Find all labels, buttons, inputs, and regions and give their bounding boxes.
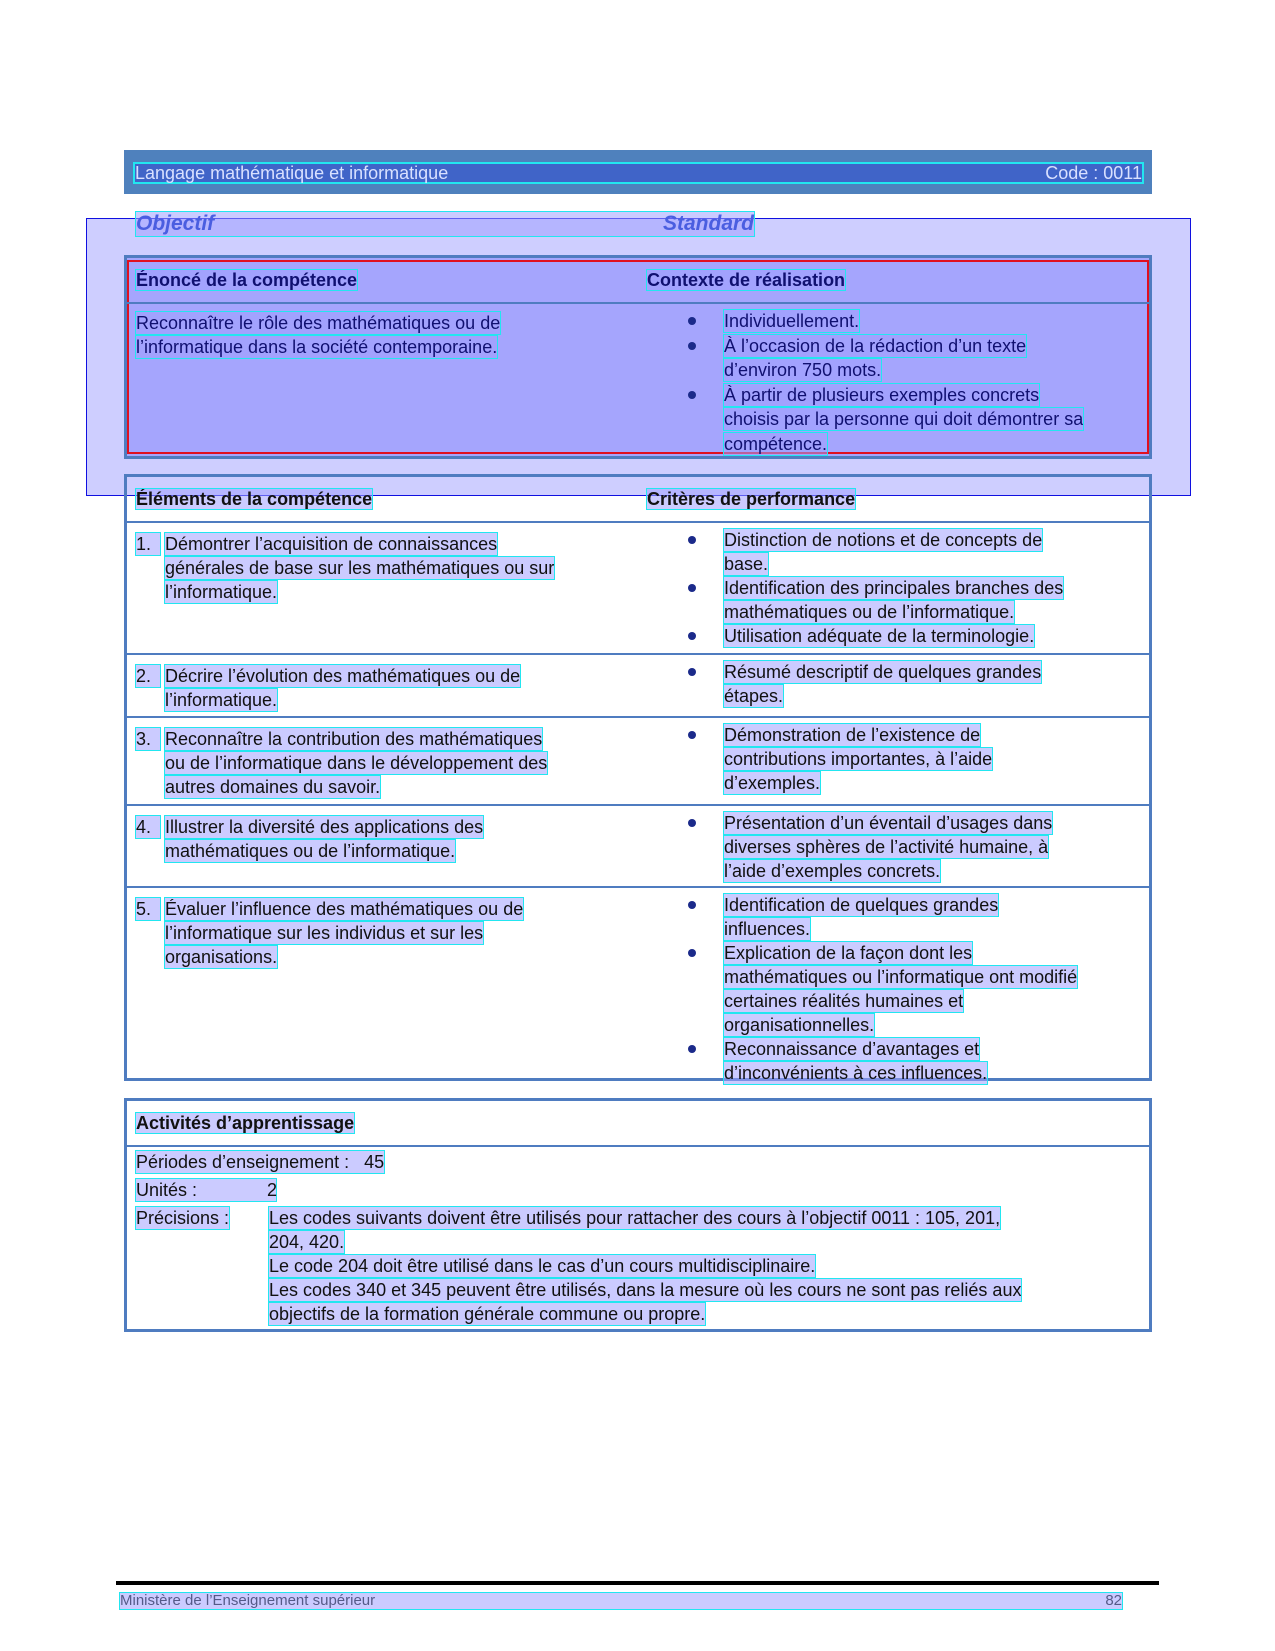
competence-col1: Énoncé de la compétence — [136, 270, 358, 290]
bullet-icon — [688, 391, 696, 399]
footer — [120, 1593, 1122, 1609]
competence-statement-line: l’informatique dans la société contemporaine. — [136, 337, 498, 357]
element-number: 1. — [136, 533, 160, 555]
course-title: Langage mathématique et informatique — [135, 163, 449, 183]
precision-line: Les codes suivants doivent être utilisés pour rattacher des cours à l’objectif 0011 : 105, 201, — [269, 1208, 1001, 1228]
competence-table — [124, 255, 1152, 459]
elements-table — [124, 474, 1152, 1081]
criterion-line: organisationnelles. — [724, 1015, 875, 1035]
element-row — [127, 888, 1149, 1086]
element-number: 2. — [136, 665, 160, 687]
precision-line: objectifs de la formation générale commune ou propre. — [269, 1304, 706, 1324]
criterion-line: Présentation d’un éventail d’usages dans — [724, 813, 1053, 833]
criterion-line: d’inconvénients à ces influences. — [724, 1063, 988, 1083]
activities-title: Activités d’apprentissage — [136, 1113, 355, 1133]
criterion-line: mathématiques ou de l’informatique. — [724, 602, 1015, 622]
element-text-line: l’informatique sur les individus et sur les — [165, 923, 484, 943]
course-header-bar — [124, 150, 1152, 194]
element-text-line: générales de base sur les mathématiques ou sur — [165, 558, 555, 578]
standard-label: Standard — [662, 212, 754, 235]
element-text-line: ou de l’informatique dans le développement des — [165, 753, 548, 773]
criterion-line: Identification des principales branches des — [724, 578, 1064, 598]
element-text-line: Illustrer la diversité des applications des — [165, 817, 484, 837]
objective-row — [136, 212, 754, 236]
criterion-line: Utilisation adéquate de la terminologie. — [724, 626, 1035, 646]
element-text-line: mathématiques ou de l’informatique. — [165, 841, 456, 861]
footer-ministry: Ministère de l’Enseignement supérieur — [120, 1592, 376, 1609]
course-code: Code : 0011 — [1045, 163, 1142, 183]
precisions-label: Précisions : — [136, 1208, 230, 1228]
criterion-line: étapes. — [724, 686, 784, 706]
element-number: 3. — [136, 728, 160, 750]
element-text-line: l’informatique. — [165, 690, 278, 710]
criterion-line: mathématiques ou l’informatique ont modifié — [724, 967, 1078, 987]
footer-rule — [116, 1581, 1159, 1585]
bullet-icon — [688, 668, 696, 676]
bullet-icon — [688, 632, 696, 640]
bullet-icon — [688, 584, 696, 592]
competence-header — [127, 258, 1149, 304]
criterion-line: diverses sphères de l’activité humaine, à — [724, 837, 1049, 857]
element-text-line: l’informatique. — [165, 582, 278, 602]
element-text-line: organisations. — [165, 947, 278, 967]
criterion-line: contributions importantes, à l’aide — [724, 749, 993, 769]
activities-table — [124, 1098, 1152, 1332]
element-text-line: Reconnaître la contribution des mathématiques — [165, 729, 543, 749]
bullet-icon — [688, 901, 696, 909]
criterion-line: base. — [724, 554, 769, 574]
objective-label: Objectif — [136, 212, 215, 235]
criterion-line: À partir de plusieurs exemples concrets — [724, 384, 1040, 405]
footer-page-number: 82 — [1105, 1592, 1122, 1609]
elements-col1: Éléments de la compétence — [136, 489, 373, 509]
elements-header — [127, 477, 1149, 523]
units-row — [136, 1179, 276, 1201]
criterion-line: influences. — [724, 919, 811, 939]
criterion-line: Explication de la façon dont les — [724, 943, 973, 963]
criterion-line: Reconnaissance d’avantages et — [724, 1039, 980, 1059]
element-row — [127, 806, 1149, 888]
units-value: 2 — [267, 1180, 278, 1200]
elements-col2: Critères de performance — [647, 489, 856, 509]
periods-value: 45 — [364, 1152, 385, 1172]
bullet-icon — [688, 1045, 696, 1053]
bullet-icon — [688, 536, 696, 544]
precision-line: 204, 420. — [269, 1232, 345, 1252]
criterion-line: certaines réalités humaines et — [724, 991, 964, 1011]
criterion-line: compétence. — [724, 433, 828, 454]
bullet-icon — [688, 317, 696, 325]
element-text-line: Décrire l’évolution des mathématiques ou de — [165, 666, 521, 686]
criterion-line: À l’occasion de la rédaction d’un texte — [724, 335, 1027, 356]
element-number: 5. — [136, 898, 160, 920]
criterion-line: Distinction de notions et de concepts de — [724, 530, 1043, 550]
criterion-line: Résumé descriptif de quelques grandes — [724, 662, 1042, 682]
criterion-line: Identification de quelques grandes — [724, 895, 999, 915]
precision-line: Les codes 340 et 345 peuvent être utilisés, dans la mesure où les cours ne sont pas reliés aux — [269, 1280, 1022, 1300]
competence-body — [127, 304, 1149, 454]
precision-line: Le code 204 doit être utilisé dans le cas d’un cours multidisciplinaire. — [269, 1256, 816, 1276]
element-row — [127, 718, 1149, 806]
criterion-line: d’exemples. — [724, 773, 821, 793]
criterion-line: choisis par la personne qui doit démontrer sa — [724, 409, 1084, 429]
element-row — [127, 655, 1149, 718]
periods-label: Périodes d’enseignement : — [136, 1152, 350, 1172]
element-text-line: Évaluer l’influence des mathématiques ou de — [165, 899, 524, 919]
periods-row — [136, 1151, 384, 1173]
element-number: 4. — [136, 816, 160, 838]
bullet-icon — [688, 731, 696, 739]
criterion-line: l’aide d’exemples concrets. — [724, 861, 941, 881]
element-text-line: autres domaines du savoir. — [165, 777, 381, 797]
bullet-icon — [688, 819, 696, 827]
criterion-line: d’environ 750 mots. — [724, 360, 882, 380]
element-row — [127, 523, 1149, 655]
activities-header — [127, 1101, 1149, 1147]
element-text-line: Démontrer l’acquisition de connaissances — [165, 534, 498, 554]
units-label: Unités : — [136, 1180, 198, 1200]
competence-col2: Contexte de réalisation — [647, 270, 846, 290]
activities-body — [127, 1147, 1149, 1327]
criterion-line: Démonstration de l’existence de — [724, 725, 981, 745]
bullet-icon — [688, 949, 696, 957]
elements-body — [127, 523, 1149, 1086]
competence-statement-line: Reconnaître le rôle des mathématiques ou de — [136, 313, 501, 333]
bullet-icon — [688, 342, 696, 350]
criterion-line: Individuellement. — [724, 311, 860, 331]
